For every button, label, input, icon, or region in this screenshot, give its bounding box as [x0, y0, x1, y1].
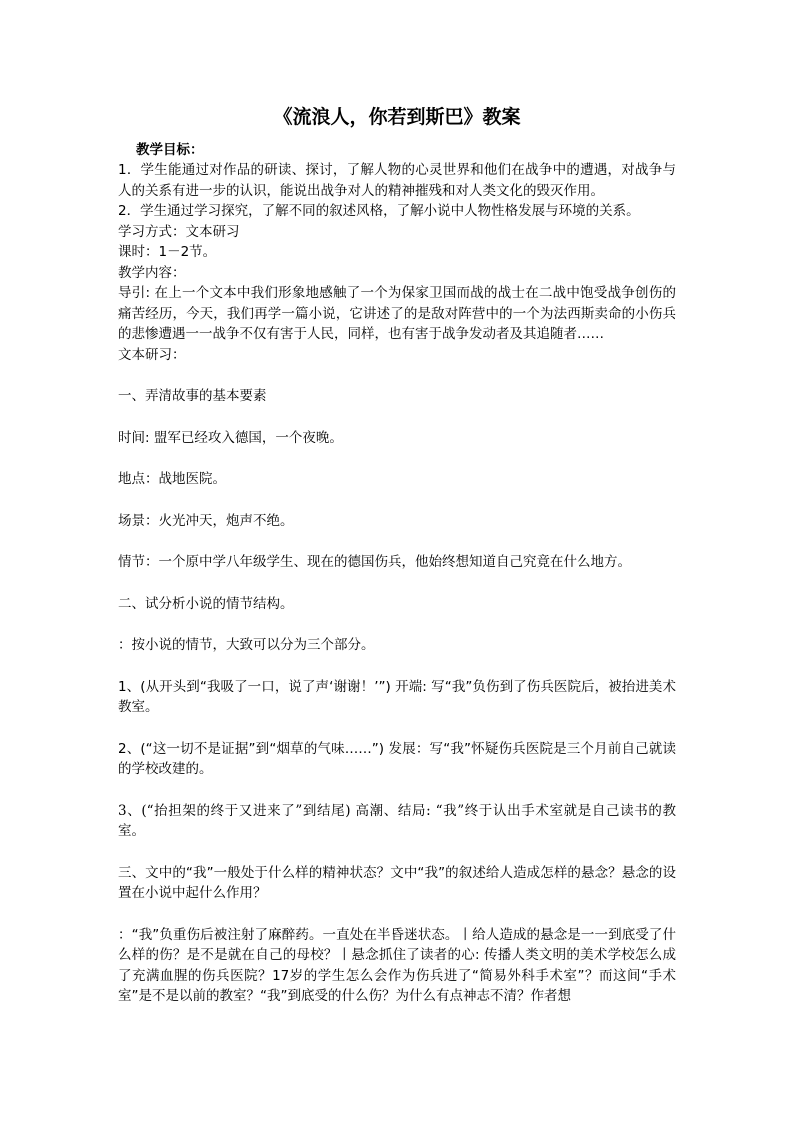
- plot-part-3: 3、(“抬担架的终于又进来了”到结尾) 高潮、结局: “我”终于认出手术室就是自己读书的教室。: [118, 802, 676, 839]
- study-label: 文本研习：: [118, 346, 186, 363]
- section-3-question: 三、文中的“我”一般处于什么样的精神状态？文中“我”的叙述给人造成怎样的悬念？悬念的设置在小说中起什么作用？: [118, 864, 676, 901]
- plot-part-2: 2、(“这一切不是证据”到“烟草的气味……”) 发展：写“我”怀疑伤兵医院是三个月前自己就读的学校改建的。: [118, 740, 676, 777]
- content-heading: 教学内容：: [118, 264, 186, 281]
- goal-2: 2．学生通过学习探究，了解不同的叙述风格，了解小说中人物性格发展与环境的关系。: [118, 203, 640, 219]
- story-plot: 情节：一个原中学八年级学生、现在的德国伤兵，他始终想知道自己究竟在什么地方。: [118, 554, 631, 570]
- structure-intro: ：按小说的情节，大致可以分为三个部分。: [118, 637, 375, 653]
- story-place: 地点：战地医院。: [118, 471, 226, 487]
- intro-paragraph: 导引: 在上一个文本中我们形象地感触了一个为保家卫国而战的战士在二战中饱受战争创伤的痛苦经历，今天，我们再学一篇小说，它讲述了的是敌对阵营中的一个为法西斯卖命的小伤兵的悲惨遭遇一一战争不仅有害于人民，同样，也有害于战争发动者及其追随者……: [118, 285, 676, 342]
- section-2-heading: 二、试分析小说的情节结构。: [118, 595, 294, 612]
- study-method: 学习方式：文本研习: [118, 223, 240, 240]
- goals-heading: 教学目标：: [136, 142, 204, 158]
- section-1-heading: 一、弄清故事的基本要素: [118, 388, 267, 404]
- document-title: 《流浪人，你若到斯巴》教案: [273, 106, 521, 128]
- class-hours: 课时：1－2节。: [118, 244, 217, 260]
- plot-part-1: 1、(从开头到“我吸了一口，说了声‘谢谢！’”) 开端: 写“我”负伤到了伤兵医院后，被抬进美术教室。: [118, 678, 676, 715]
- document-body: [118, 104, 676, 1007]
- goal-1: 1．学生能通过对作品的研读、探讨，了解人物的心灵世界和他们在战争中的遭遇，对战争与人的关系有进一步的认识，能说出战争对人的精神摧残和对人类文化的毁灭作用。: [118, 162, 676, 199]
- section-3-answer: ：“我”负重伤后被注射了麻醉药。一直处在半昏迷状态。丨给人造成的悬念是一一到底受了什么样的伤？是不是就在自己的母校？丨悬念抓住了读者的心: 传播人类文明的美术学校怎么成了充满血腥的伤兵医院？17岁的学生怎么会作为伤兵进了“简易外科手术室”？而这间“手术室”是不是以前的教室？“我”到底受的什么伤？为什么有点神志不清？作者想: [118, 926, 676, 1004]
- story-scene: 场景：火光冲天，炮声不绝。: [118, 512, 294, 529]
- story-time: 时间: 盟军已经攻入德国，一个夜晚。: [118, 429, 343, 446]
